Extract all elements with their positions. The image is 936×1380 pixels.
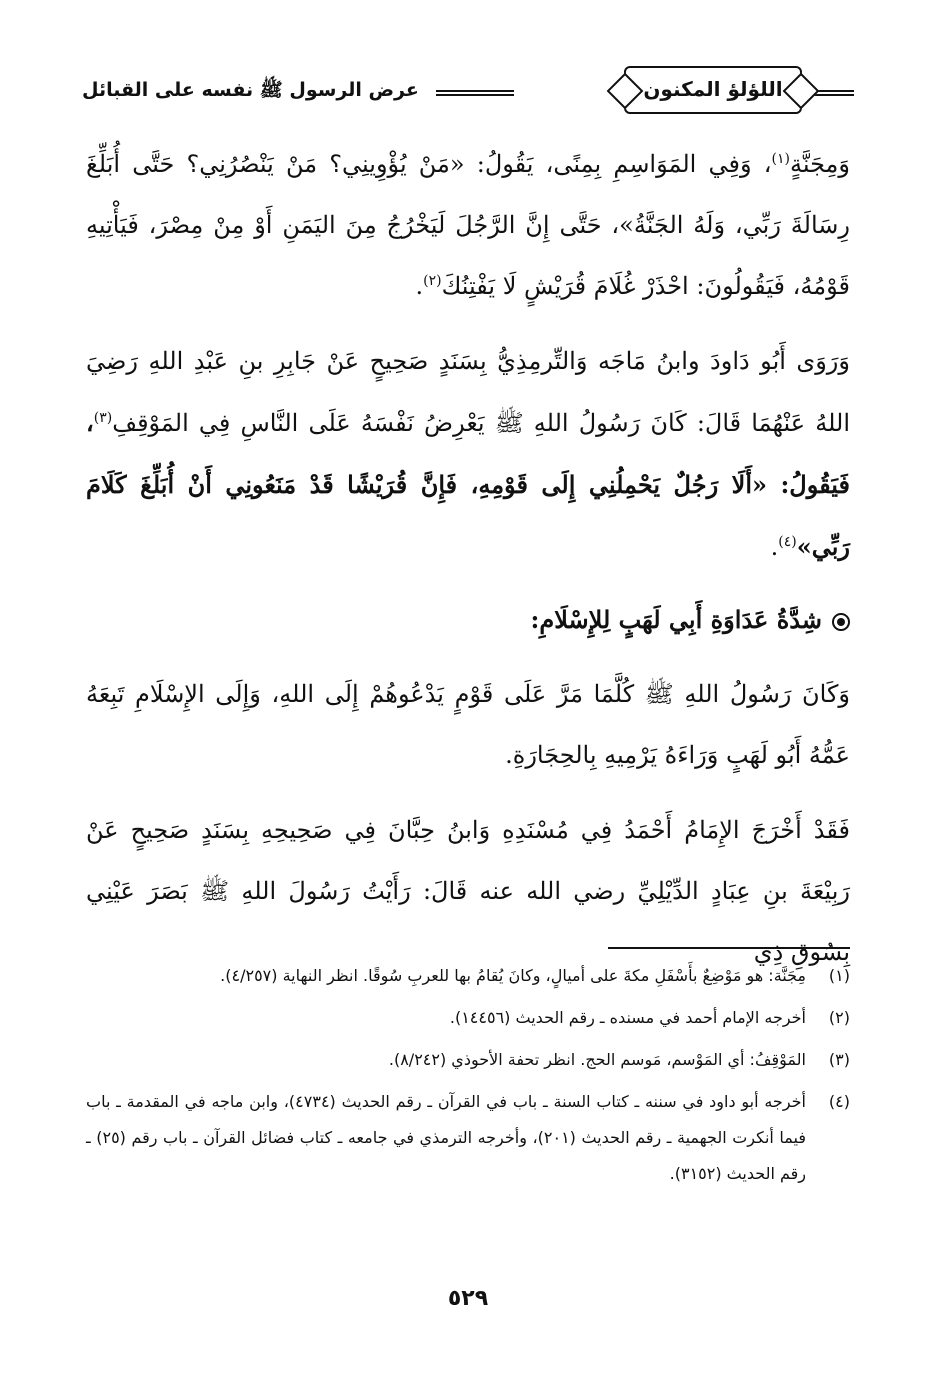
section-heading xyxy=(86,592,850,648)
page-number: ٥٢٩ xyxy=(447,1286,489,1311)
header-rule-middle xyxy=(436,90,514,96)
main-text xyxy=(86,134,850,997)
paragraph-3: وَكَانَ رَسُولُ اللهِ ﷺ كُلَّمَا مَرَّ عَلَى قَوْمٍ يَدْعُوهُمْ إِلَى اللهِ، وَإِلَى الإِسْلَامِ تَبِعَهُ عَمُّهُ أَبُو لَهَبٍ وَرَاءَهُ يَرْمِيهِ بِالحِجَارَةِ. xyxy=(86,680,850,769)
footnote-text: مِجَنَّة: هو مَوْضِعٌ بأَسْفَلِ مكةَ على أميالٍ، وكانَ يُقامُ بها للعربِ سُوقًا. انظر النهاية (٤/٢٥٧). xyxy=(220,966,806,985)
footnote-text: أخرجه الإمام أحمد في مسنده ـ رقم الحديث (١٤٤٥٦). xyxy=(449,1008,806,1027)
running-header xyxy=(82,62,854,122)
footnote-ref-3: (٣) xyxy=(93,410,113,426)
paragraph-1-end: . xyxy=(415,272,424,300)
footnote-separator xyxy=(608,947,850,949)
header-book-title-cartouche xyxy=(624,66,802,114)
footnote-text: المَوْقِفُ: أي المَوْسم، مَوسم الحج. انظر تحفة الأحوذي (٨/٢٤٢). xyxy=(388,1050,806,1069)
paragraph-2-end: . xyxy=(770,533,779,561)
footnote-ref-4: (٤) xyxy=(778,534,797,550)
footnote-number: (٣) xyxy=(828,1050,850,1069)
footnote-number: (٤) xyxy=(828,1092,850,1111)
paragraph-2-text-b: ، فَيَقُولُ: «أَلَا رَجُلٌ يَحْمِلُنِي إِلَى قَوْمِهِ، فَإِنَّ قُرَيْشًا قَدْ مَنَعُونِي أَنْ أُبَلِّغَ كَلَامَ رَبِّي» xyxy=(86,408,850,561)
footnote xyxy=(86,1084,850,1192)
paragraph-2-text-a: وَرَوَى أَبُو دَاودَ وابنُ مَاجَه وَالتِّرمِذِيُّ بِسَنَدٍ صَحِيحٍ عَنْ جَابِرِ بنِ عَبْدِ اللهِ رَضِيَ اللهُ عَنْهُمَا قَالَ: كَانَ رَسُولُ اللهِ ﷺ يَعْرِضُ نَفْسَهُ عَلَى النَّاسِ فِي المَوْقِفِ xyxy=(86,347,850,437)
footnote-text: أخرجه أبو داود في سننه ـ كتاب السنة ـ باب في القرآن ـ رقم الحديث (٤٧٣٤)، وابن ماجه في المقدمة ـ باب فيما أنكرت الجهمية ـ رقم الحديث (٢٠١)، وأخرجه الترمذي في جامعه ـ كتاب فضائل القرآن ـ باب رقم (٢٥) ـ رقم الحديث (٣١٥٢). xyxy=(86,1092,807,1183)
paragraph-1-text-a: وَمِجَنَّةٍ xyxy=(789,150,850,178)
header-rule-right xyxy=(814,90,854,96)
header-chapter-title: عرض الرسول ﷺ نفسه على القبائل xyxy=(82,79,419,101)
footnote-ref-2: (٢) xyxy=(423,273,442,289)
section-heading-text: شِدَّةُ عَدَاوَةِ أَبِي لَهَبٍ لِلإِسْلَامِ: xyxy=(530,605,822,634)
footnote-number: (٢) xyxy=(828,1008,850,1027)
footnotes xyxy=(86,958,850,1198)
paragraph-2 xyxy=(86,331,850,578)
footnote xyxy=(86,958,850,994)
footnote-ref-1: (١) xyxy=(771,151,790,167)
footnote-number: (١) xyxy=(828,966,850,985)
header-book-title: اللؤلؤ المكنون xyxy=(643,77,783,101)
paragraph-1 xyxy=(86,134,850,317)
paragraph-1-text-b: ، وَفِي المَوَاسِمِ بِمِنًى، يَقُولُ: «مَنْ يُؤْوِينِي؟ مَنْ يَنْصُرُنِي؟ حَتَّى أُبَلِّغَ رِسَالَةَ رَبِّي، وَلَهُ الجَنَّةُ»، حَتَّى إِنَّ الرَّجُلَ لَيَخْرُجُ مِنَ اليَمَنِ أَوْ مِنْ مِصْرَ، فَيَأْتِيهِ قَوْمُهُ، فَيَقُولُونَ: احْذَرْ غُلَامَ قُرَيْشٍ لَا يَفْتِنُكَ xyxy=(86,150,850,300)
paragraph-4: فَقَدْ أَخْرَجَ الإِمَامُ أَحْمَدُ فِي مُسْنَدِهِ وَابنُ حِبَّانَ فِي صَحِيحِهِ بِسَنَدٍ صَحِيحٍ عَنْ رَبِيْعَةَ بنِ عِبَادٍ الدِّيْلِيِّ رضي الله عنه قَالَ: رَأَيْتُ رَسُولَ اللهِ ﷺ بَصَرَ عَيْنِي بِسُوقِ ذِي xyxy=(86,816,850,966)
footnote xyxy=(86,1042,850,1078)
flower-bullet-icon xyxy=(832,613,850,631)
footnote xyxy=(86,1000,850,1036)
